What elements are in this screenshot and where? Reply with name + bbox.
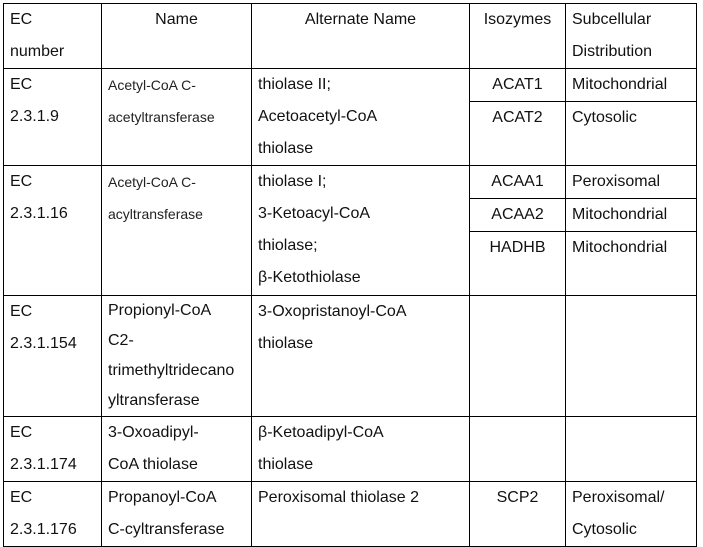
distribution-cell: Peroxisomal (566, 166, 697, 199)
isozyme-cell (470, 417, 566, 482)
ec-number-cell: EC 2.3.1.174 (4, 417, 102, 482)
name-cell: Propionyl-CoA C2- trimethyltridecano yltransferase (102, 296, 252, 417)
table-row (4, 296, 697, 417)
alternate-name-cell: 3-Oxopristanoyl-CoA thiolase (252, 296, 470, 417)
enzyme-table (3, 3, 697, 547)
isozyme-cell: ACAA2 (470, 199, 566, 232)
ec-number-cell: EC 2.3.1.16 (4, 166, 102, 296)
table-row (4, 166, 697, 199)
header-isozymes: Isozymes (470, 4, 566, 69)
name-cell: Acetyl-CoA C- acetyltransferase (102, 69, 252, 166)
header-ec-number: EC number (4, 4, 102, 69)
ec-number-cell: EC 2.3.1.176 (4, 482, 102, 547)
distribution-cell (566, 417, 697, 482)
ec-number-cell: EC 2.3.1.9 (4, 69, 102, 166)
isozyme-cell: SCP2 (470, 482, 566, 547)
isozyme-cell: ACAT1 (470, 69, 566, 102)
header-subcellular-distribution: Subcellular Distribution (566, 4, 697, 69)
alternate-name-cell: β-Ketoadipyl-CoA thiolase (252, 417, 470, 482)
isozyme-cell: ACAA1 (470, 166, 566, 199)
table-row (4, 69, 697, 102)
isozyme-cell: HADHB (470, 232, 566, 296)
header-name: Name (102, 4, 252, 69)
distribution-cell: Mitochondrial (566, 69, 697, 102)
alternate-name-cell: thiolase I; 3-Ketoacyl-CoA thiolase; β-Ketothiolase (252, 166, 470, 296)
alternate-name-cell: thiolase II; Acetoacetyl-CoA thiolase (252, 69, 470, 166)
distribution-cell (566, 296, 697, 417)
alternate-name-cell: Peroxisomal thiolase 2 (252, 482, 470, 547)
name-cell: Acetyl-CoA C- acyltransferase (102, 166, 252, 296)
name-cell: Propanoyl-CoA C-cyltransferase (102, 482, 252, 547)
isozyme-cell: ACAT2 (470, 102, 566, 166)
distribution-cell: Peroxisomal/ Cytosolic (566, 482, 697, 547)
table-row (4, 417, 697, 482)
header-alternate-name: Alternate Name (252, 4, 470, 69)
ec-number-cell: EC 2.3.1.154 (4, 296, 102, 417)
name-cell: 3-Oxoadipyl- CoA thiolase (102, 417, 252, 482)
header-row (4, 4, 697, 69)
distribution-cell: Cytosolic (566, 102, 697, 166)
distribution-cell: Mitochondrial (566, 232, 697, 296)
table-row (4, 482, 697, 547)
isozyme-cell (470, 296, 566, 417)
distribution-cell: Mitochondrial (566, 199, 697, 232)
